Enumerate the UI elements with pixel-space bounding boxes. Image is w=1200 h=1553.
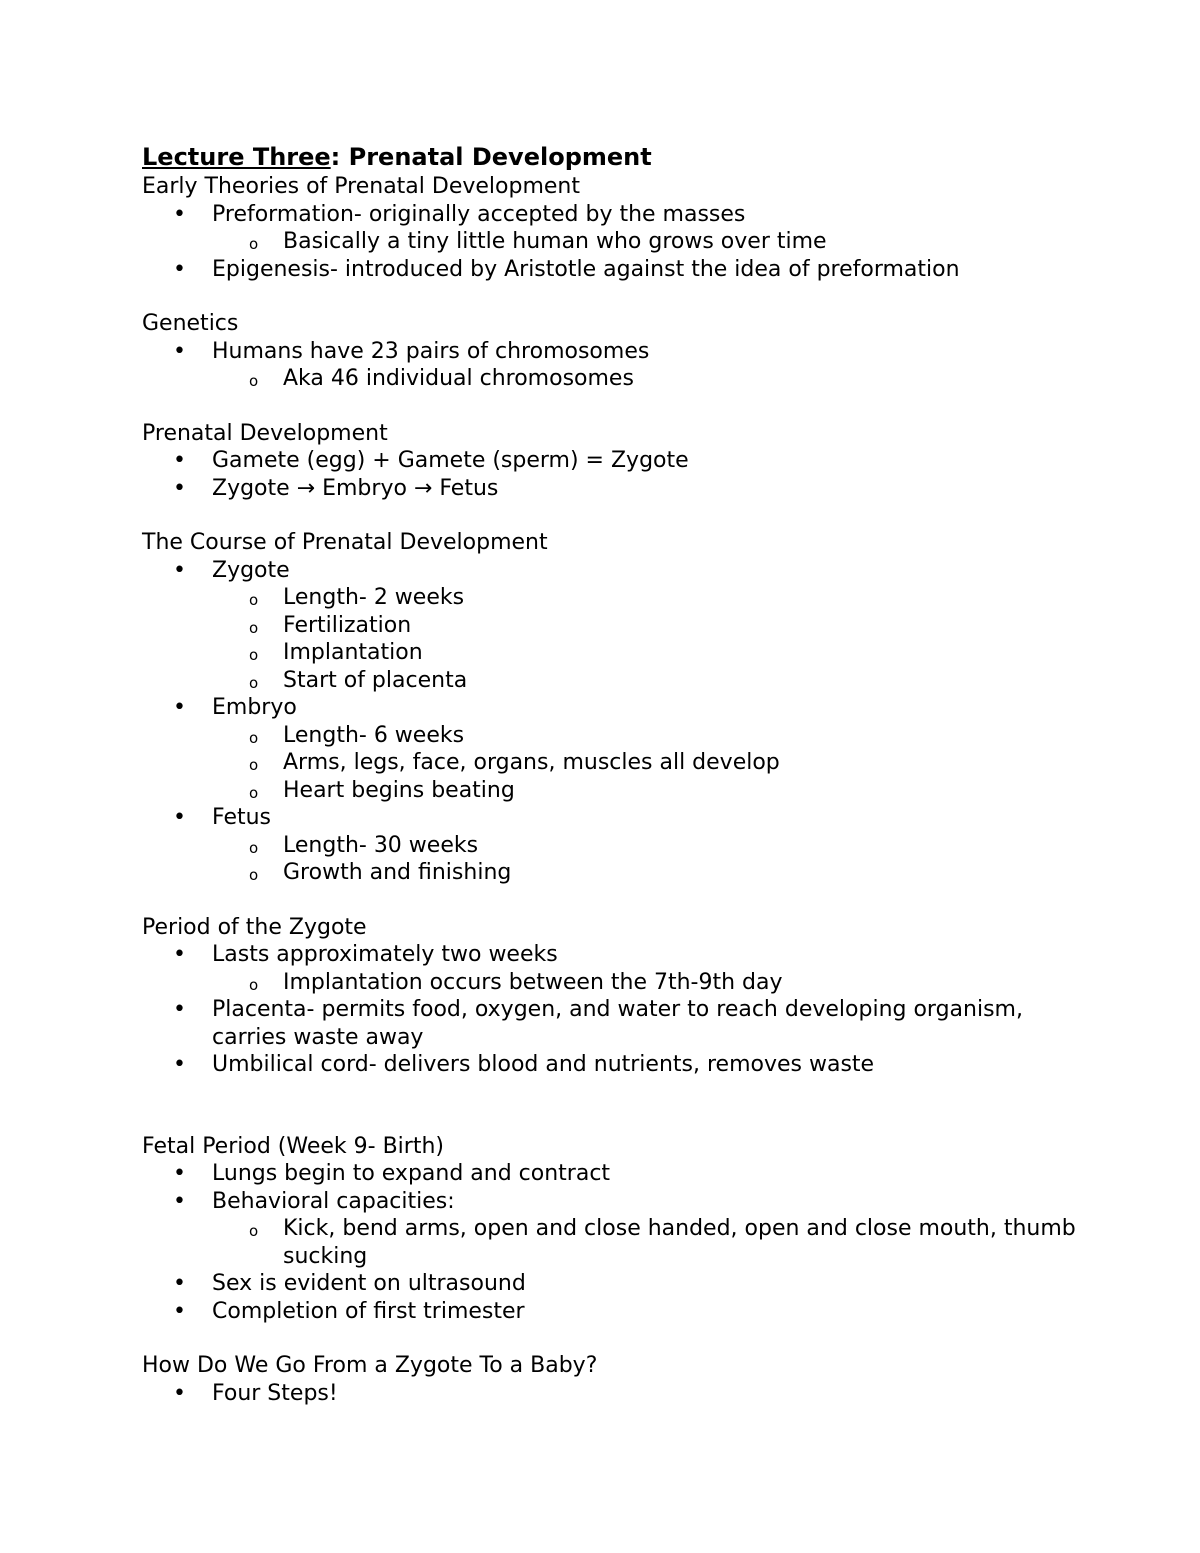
sub-list-item: o Length- 2 weeks bbox=[142, 584, 1082, 612]
section-heading: Prenatal Development bbox=[142, 420, 388, 446]
list-item: • Epigenesis- introduced by Aristotle against the idea of preformation bbox=[142, 256, 1082, 284]
section-heading: Early Theories of Prenatal Development bbox=[142, 174, 580, 199]
bullet-list bbox=[142, 1380, 1082, 1408]
section-prenatal-development bbox=[142, 420, 1082, 503]
document-title bbox=[142, 141, 1082, 173]
bullet-list bbox=[142, 447, 1082, 502]
section-heading: Period of the Zygote bbox=[142, 914, 367, 940]
bullet-list bbox=[142, 941, 1082, 1079]
section-heading: The Course of Prenatal Development bbox=[142, 530, 548, 555]
sub-list-item: o Start of placenta bbox=[142, 667, 1082, 695]
document-page bbox=[142, 141, 1082, 1407]
list-item: • Completion of first trimester bbox=[142, 1298, 1082, 1326]
section-period-of-the-zygote bbox=[142, 914, 1082, 1079]
list-item: • Embryo bbox=[142, 694, 1082, 722]
sub-list-item: o Kick, bend arms, open and close handed, open and close mouth, thumb sucking bbox=[142, 1215, 1082, 1270]
sub-list-item: o Arms, legs, face, organs, muscles all develop bbox=[142, 749, 1082, 777]
list-item: • Zygote → Embryo → Fetus bbox=[142, 475, 1082, 503]
section-heading: How Do We Go From a Zygote To a Baby? bbox=[142, 1353, 598, 1378]
sub-list-item: o Heart begins beating bbox=[142, 777, 1082, 805]
sub-list-item: o Aka 46 individual chromosomes bbox=[142, 365, 1082, 393]
sub-list-item: o Length- 6 weeks bbox=[142, 722, 1082, 750]
list-item: • Behavioral capacities: bbox=[142, 1188, 1082, 1216]
sub-list-item: o Implantation bbox=[142, 639, 1082, 667]
list-item: • Zygote bbox=[142, 557, 1082, 585]
title-underlined: Lecture Three bbox=[142, 143, 331, 171]
list-item: • Placenta- permits food, oxygen, and water to reach developing organism, carries waste away bbox=[142, 996, 1082, 1051]
list-item: • Sex is evident on ultrasound bbox=[142, 1270, 1082, 1298]
bullet-list bbox=[142, 557, 1082, 887]
sub-list-item: o Growth and finishing bbox=[142, 859, 1082, 887]
bullet-list bbox=[142, 338, 1082, 393]
list-item: • Lungs begin to expand and contract bbox=[142, 1160, 1082, 1188]
section-fetal-period bbox=[142, 1133, 1082, 1326]
list-item: • Gamete (egg) + Gamete (sperm) = Zygote bbox=[142, 447, 1082, 475]
section-zygote-to-baby bbox=[142, 1352, 1082, 1407]
section-course-of-prenatal-development bbox=[142, 529, 1082, 887]
list-item: • Humans have 23 pairs of chromosomes bbox=[142, 338, 1082, 366]
bullet-list bbox=[142, 201, 1082, 284]
list-item: • Preformation- originally accepted by the masses bbox=[142, 201, 1082, 229]
title-rest: : Prenatal Development bbox=[330, 143, 652, 171]
section-early-theories bbox=[142, 173, 1082, 283]
section-heading: Fetal Period (Week 9- Birth) bbox=[142, 1133, 444, 1159]
sub-list-item: o Implantation occurs between the 7th-9th day bbox=[142, 969, 1082, 997]
list-item: • Lasts approximately two weeks bbox=[142, 941, 1082, 969]
section-genetics bbox=[142, 310, 1082, 393]
sub-list-item: o Basically a tiny little human who grows over time bbox=[142, 228, 1082, 256]
bullet-list bbox=[142, 1160, 1082, 1325]
list-item: • Four Steps! bbox=[142, 1380, 1082, 1408]
section-heading: Genetics bbox=[142, 311, 239, 336]
list-item: • Umbilical cord- delivers blood and nutrients, removes waste bbox=[142, 1051, 1082, 1079]
list-item: • Fetus bbox=[142, 804, 1082, 832]
sub-list-item: o Fertilization bbox=[142, 612, 1082, 640]
sub-list-item: o Length- 30 weeks bbox=[142, 832, 1082, 860]
